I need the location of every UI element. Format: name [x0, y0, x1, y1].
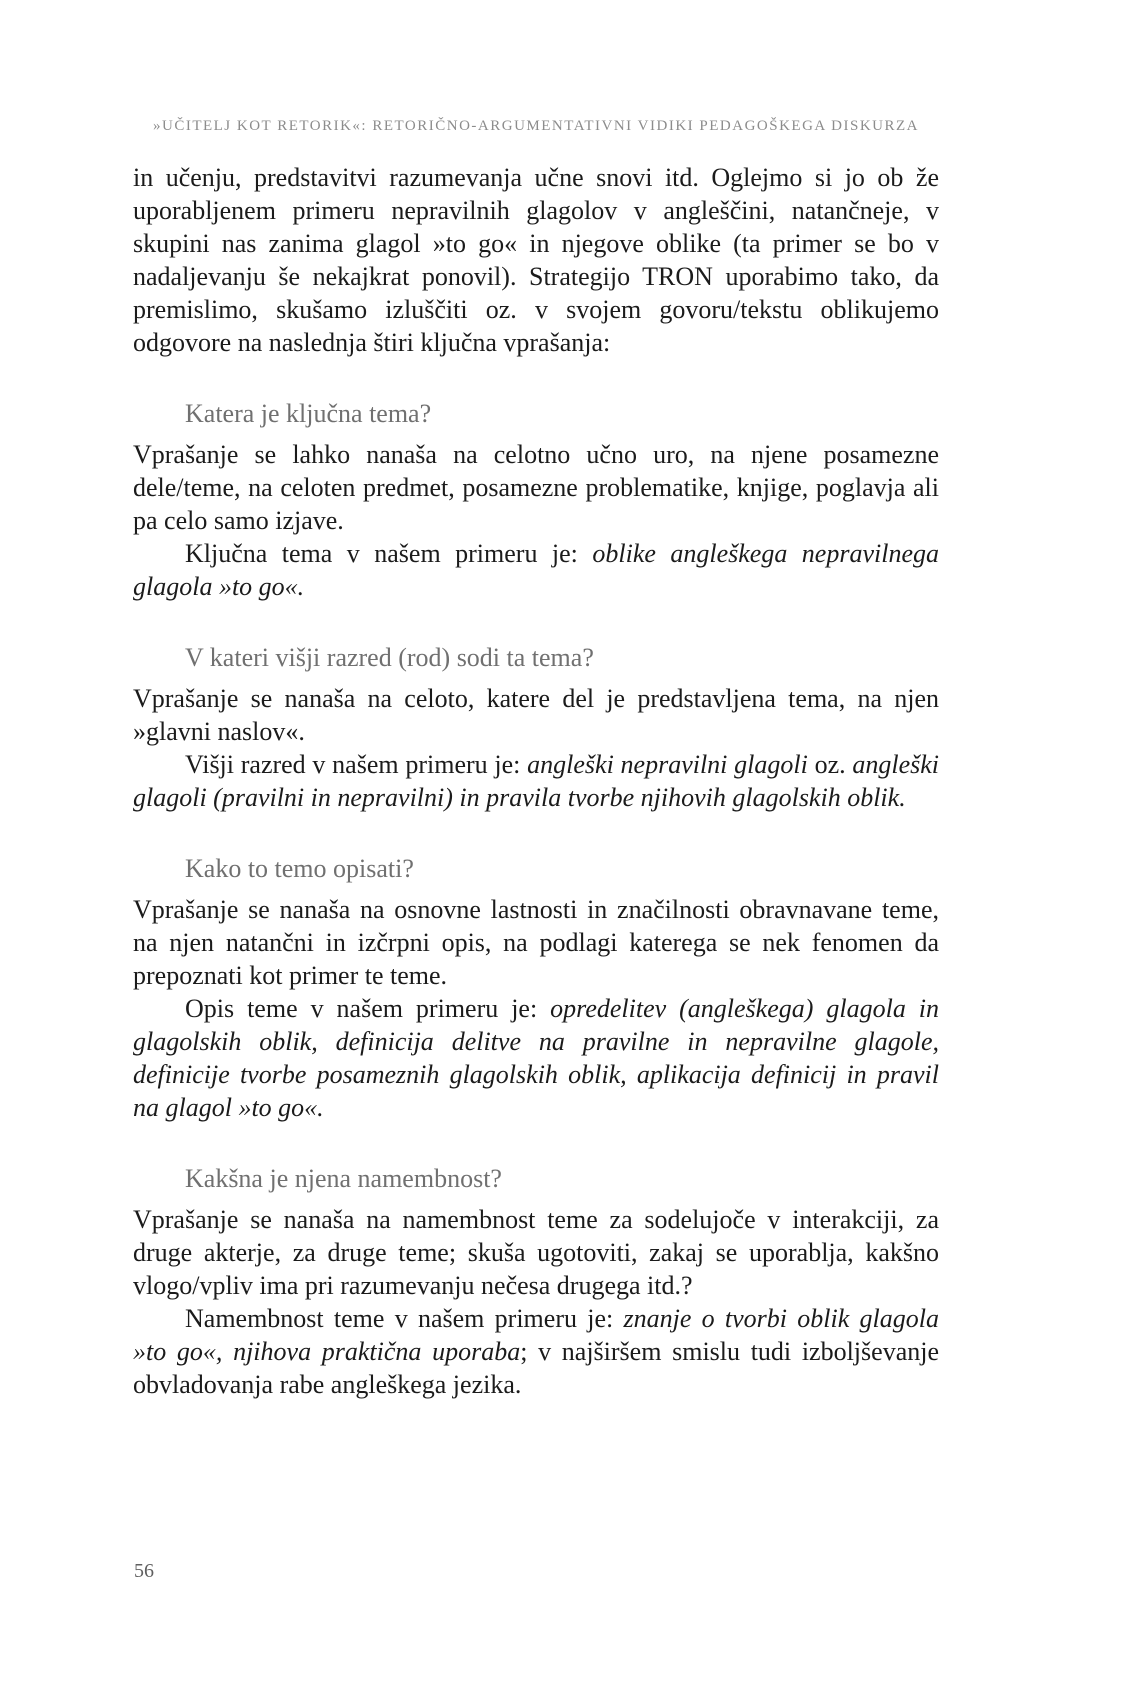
section-heading: Kako to temo opisati?	[185, 854, 414, 883]
paragraph	[133, 438, 939, 537]
paragraph	[133, 1302, 939, 1401]
paragraph	[133, 537, 939, 603]
emphasis-text: oblike angleškega nepravilnega glagola »to go«.	[133, 539, 939, 601]
emphasis-text: opredelitev (angleškega) glagola in glagolskih oblik, definicija delitve na pravilne in nepravilne glagole, definicije tvorbe posameznih glagolskih oblik, aplikacija definicij in pravil na glagol »to go«.	[133, 994, 940, 1122]
emphasis-text: angleški nepravilni glagoli	[527, 750, 808, 779]
page-content	[133, 161, 939, 1401]
emphasis-text: angleški glagoli (pravilni in nepravilni) in pravila tvorbe njihovih glagolskih oblik.	[133, 750, 940, 812]
section-heading: V kateri višji razred (rod) sodi ta tema?	[185, 643, 594, 672]
section-heading: Kakšna je njena namembnost?	[185, 1164, 502, 1193]
running-header: »UČITELJ KOT RETORIK«: RETORIČNO-ARGUMENTATIVNI VIDIKI PEDAGOŠKEGA DISKURZA	[152, 118, 919, 134]
body-text: Vprašanje se lahko nanaša na celotno učno uro, na njene posamezne dele/teme, na celoten predmet, posamezne problematike, knjige, poglavja ali pa celo samo izjave.	[133, 440, 939, 535]
body-text: ; v najširšem smislu tudi izboljševanje obvladovanja rabe angleškega jezika.	[133, 1337, 939, 1399]
body-text: Ključna tema v našem primeru je:	[185, 539, 593, 568]
paragraph	[133, 161, 939, 359]
body-text: Višji razred v našem primeru je:	[185, 750, 528, 779]
body-text: Vprašanje se nanaša na namembnost teme za sodelujoče v interakciji, za druge akterje, za druge teme; skuša ugotoviti, zakaj se uporablja, kakšno vlogo/vpliv ima pri razumevanju nečesa drugega itd.?	[133, 1205, 939, 1300]
emphasis-text: znanje o tvorbi oblik glagola »to go«, njihova praktična uporaba	[133, 1304, 939, 1366]
section-heading: Katera je ključna tema?	[185, 399, 432, 428]
body-text: Namembnost teme v našem primeru je:	[185, 1304, 624, 1333]
paragraph	[133, 992, 939, 1124]
paragraph	[133, 748, 939, 814]
body-text: oz.	[807, 750, 853, 779]
paragraph	[133, 682, 939, 748]
body-text: Vprašanje se nanaša na celoto, katere del je predstavljena tema, na njen »glavni naslov«.	[133, 684, 939, 746]
paragraph	[133, 1203, 939, 1302]
body-text: in učenju, predstavitvi razumevanja učne snovi itd. Oglejmo si jo ob že uporabljenem primeru nepravilnih glagolov v angleščini, natančneje, v skupini nas zanima glagol »to go« in njegove oblike (ta primer se bo v nadaljevanju še nekajkrat ponovil). Strategijo TRON uporabimo tako, da premislimo, skušamo izluščiti oz. v svojem govoru/tekstu oblikujemo odgovore na naslednja štiri ključna vprašanja:	[133, 163, 939, 357]
body-text: Vprašanje se nanaša na osnovne lastnosti in značilnosti obravnavane teme, na njen natančni in izčrpni opis, na podlagi katerega se nek fenomen da prepoznati kot primer te teme.	[133, 895, 939, 990]
page-number: 56	[134, 1560, 154, 1582]
paragraph	[133, 893, 939, 992]
body-text: Opis teme v našem primeru je:	[185, 994, 551, 1023]
